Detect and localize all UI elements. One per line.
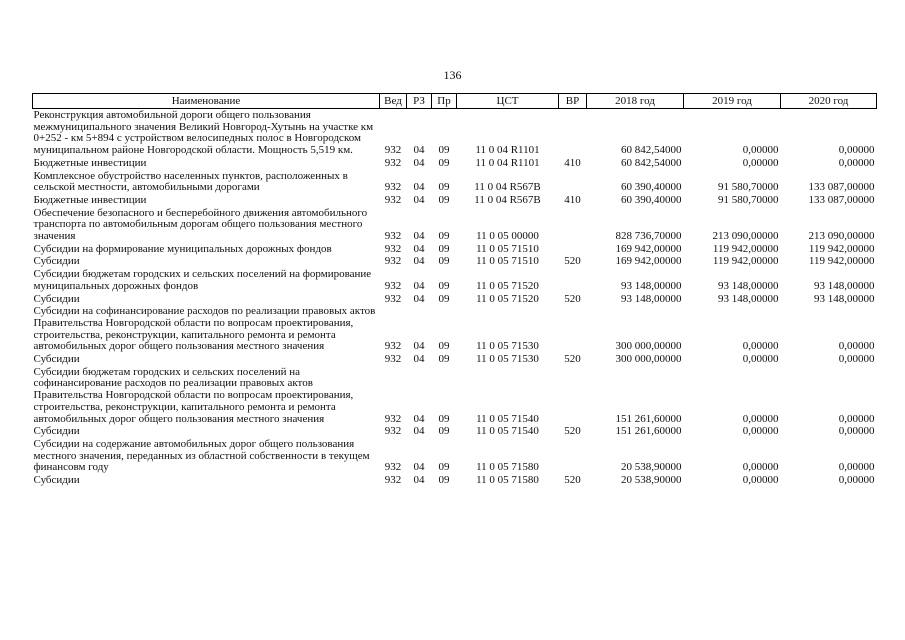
cell-ved: 932 [384,230,402,243]
cell-vr: 520 [564,474,581,487]
cell-ved: 932 [384,279,402,292]
cell-2018: 300 000,00000 [615,353,682,366]
cell-pr: 09 [438,279,450,292]
cell-rz: 04 [413,461,425,474]
table-row [33,305,877,353]
cell-name: Бюджетные инвестиции [33,156,147,169]
cell-2020: 93 148,00000 [814,279,875,292]
cell-cst: 11 0 04 R1101 [475,144,540,157]
cell-rz: 04 [413,425,425,438]
cell-vr [559,243,587,256]
column-header-rz: РЗ [407,94,432,109]
cell-rz: 04 [413,255,425,268]
table-row [33,425,877,438]
table-row [33,366,877,426]
cell-cst: 11 0 04 R567B [474,193,541,206]
cell-vr [559,170,587,194]
cell-2019: 0,00000 [742,353,779,366]
cell-pr: 09 [438,353,450,366]
cell-vr [559,268,587,292]
cell-vr [559,366,587,426]
cell-vr: 520 [564,353,581,366]
cell-vr: 410 [564,193,581,206]
cell-2018: 60 390,40000 [621,181,682,194]
cell-2018: 60 842,54000 [621,156,682,169]
cell-2020: 0,00000 [838,353,875,366]
cell-2019: 119 942,00000 [712,242,779,255]
cell-2020: 119 942,00000 [808,242,875,255]
cell-2018: 151 261,60000 [615,412,682,425]
cell-rz: 04 [413,156,425,169]
cell-rz: 04 [413,144,425,157]
cell-pr: 09 [438,461,450,474]
cell-ved: 932 [384,255,402,268]
cell-vr [559,207,587,243]
cell-ved: 932 [384,242,402,255]
cell-rz: 04 [413,193,425,206]
cell-cst: 11 0 05 71520 [476,292,539,305]
cell-rz: 04 [413,279,425,292]
cell-2020: 213 090,00000 [808,230,875,243]
cell-2020: 133 087,00000 [808,181,875,194]
table-row [33,157,877,170]
cell-2020: 0,00000 [838,474,875,487]
cell-2019: 0,00000 [742,474,779,487]
cell-2019: 213 090,00000 [712,230,779,243]
cell-cst: 11 0 05 71540 [476,412,539,425]
cell-2019: 91 580,70000 [718,193,779,206]
cell-pr: 09 [438,156,450,169]
cell-2018: 93 148,00000 [621,279,682,292]
cell-ved: 932 [384,425,402,438]
cell-ved: 932 [384,193,402,206]
cell-pr: 09 [438,425,450,438]
cell-vr [559,109,587,157]
cell-2020: 133 087,00000 [808,193,875,206]
cell-name: Субсидии [33,255,80,268]
column-header-name: Наименование [33,94,380,109]
cell-2018: 20 538,90000 [621,461,682,474]
table-row [33,170,877,194]
cell-2018: 93 148,00000 [621,292,682,305]
cell-ved: 932 [384,474,402,487]
table-row [33,109,877,157]
cell-2020: 0,00000 [838,425,875,438]
cell-name: Субсидии [33,425,80,438]
table-row [33,293,877,306]
cell-vr: 520 [564,425,581,438]
cell-pr: 09 [438,230,450,243]
cell-rz: 04 [413,230,425,243]
column-header-ved: Вед [380,94,407,109]
cell-cst: 11 0 04 R567B [474,181,541,194]
cell-2019: 0,00000 [742,340,779,353]
cell-vr [559,305,587,353]
cell-2019: 93 148,00000 [718,292,779,305]
cell-name: Обеспечение безопасного и бесперебойного движения автомобильного транспорта по автомобильным дорогам общего пользования местного значения [33,206,368,243]
cell-rz: 04 [413,412,425,425]
cell-2018: 828 736,70000 [615,230,682,243]
cell-2018: 20 538,90000 [621,474,682,487]
cell-name: Субсидии бюджетам городских и сельских поселений на софинансирование расходов по реализации правовых актов Правительства Новгородской области по вопросам проектирования, строительства, реконструкции, капитального ремонта и ремонта автомобильных дорог общего пользования местного значения [33,365,354,425]
cell-2018: 300 000,00000 [615,340,682,353]
cell-pr: 09 [438,292,450,305]
budget-table [32,93,877,487]
cell-cst: 11 0 05 71510 [476,255,539,268]
table-row [33,438,877,474]
cell-2020: 0,00000 [838,156,875,169]
cell-ved: 932 [384,461,402,474]
cell-pr: 09 [438,242,450,255]
cell-2019: 0,00000 [742,156,779,169]
cell-rz: 04 [413,181,425,194]
cell-name: Бюджетные инвестиции [33,193,147,206]
table-body [33,109,877,487]
cell-2020: 0,00000 [838,144,875,157]
table-row [33,194,877,207]
table-row [33,353,877,366]
cell-vr: 520 [564,255,581,268]
cell-pr: 09 [438,255,450,268]
cell-name: Субсидии на формирование муниципальных дорожных фондов [33,242,332,255]
cell-pr: 09 [438,193,450,206]
cell-2019: 0,00000 [742,461,779,474]
cell-2019: 119 942,00000 [712,255,779,268]
cell-name: Субсидии бюджетам городских и сельских поселений на формирование муниципальных дорожных фондов [33,268,372,292]
cell-cst: 11 0 05 71580 [476,474,539,487]
column-header-2019: 2019 год [684,94,781,109]
cell-name: Субсидии [33,292,80,305]
cell-rz: 04 [413,474,425,487]
cell-2018: 60 390,40000 [621,193,682,206]
cell-ved: 932 [384,353,402,366]
cell-vr: 520 [564,292,581,305]
page-number: 136 [443,68,462,82]
cell-pr: 09 [438,474,450,487]
cell-2020: 0,00000 [838,461,875,474]
cell-2020: 119 942,00000 [808,255,875,268]
cell-pr: 09 [438,340,450,353]
cell-2019: 91 580,70000 [718,181,779,194]
cell-cst: 11 0 05 71540 [476,425,539,438]
cell-rz: 04 [413,353,425,366]
cell-pr: 09 [438,412,450,425]
cell-cst: 11 0 05 71510 [476,242,539,255]
cell-pr: 09 [438,181,450,194]
cell-cst: 11 0 05 71520 [476,279,539,292]
cell-2020: 0,00000 [838,340,875,353]
column-header-vr: ВР [559,94,587,109]
cell-rz: 04 [413,340,425,353]
cell-name: Субсидии на софинансирование расходов по реализации правовых актов Правительства Новгородской области по вопросам проектирования, строительства, реконструкции, капитального ремонта и ремонта автомобильных дорог общего пользования местного значения [33,305,376,353]
cell-2018: 169 942,00000 [615,255,682,268]
cell-2018: 151 261,60000 [615,425,682,438]
table-header-row [33,94,877,109]
cell-2019: 0,00000 [742,425,779,438]
cell-cst: 11 0 04 R1101 [475,156,540,169]
cell-2018: 60 842,54000 [621,144,682,157]
cell-vr [559,438,587,474]
cell-cst: 11 0 05 00000 [476,230,539,243]
cell-cst: 11 0 05 71530 [476,353,539,366]
table-row [33,207,877,243]
cell-2019: 93 148,00000 [718,279,779,292]
cell-2020: 93 148,00000 [814,292,875,305]
table-row [33,474,877,487]
cell-2018: 169 942,00000 [615,242,682,255]
cell-vr: 410 [564,156,581,169]
table-row [33,243,877,256]
cell-name: Субсидии [33,474,80,487]
cell-ved: 932 [384,292,402,305]
cell-pr: 09 [438,144,450,157]
cell-cst: 11 0 05 71530 [476,340,539,353]
cell-name: Субсидии на содержание автомобильных дорог общего пользования местного значения, переданных из областной собственности в текущем финансовм году [33,437,370,474]
column-header-2018: 2018 год [587,94,684,109]
table-row [33,255,877,268]
cell-2020: 0,00000 [838,412,875,425]
cell-ved: 932 [384,340,402,353]
cell-ved: 932 [384,412,402,425]
cell-rz: 04 [413,242,425,255]
table-row [33,268,877,292]
cell-name: Реконструкция автомобильной дороги общего пользования межмуниципального значения Великий Новгород-Хутынь на участке км 0+252 - км 5+894 с устройством велосипедных полос в Новгородском муниципальном районе Новгородской области. Мощность 5,519 км. [33,109,374,157]
cell-name: Субсидии [33,353,80,366]
column-header-cst: ЦСТ [457,94,559,109]
cell-2019: 0,00000 [742,144,779,157]
cell-ved: 932 [384,156,402,169]
column-header-2020: 2020 год [781,94,877,109]
cell-rz: 04 [413,292,425,305]
cell-2019: 0,00000 [742,412,779,425]
cell-ved: 932 [384,144,402,157]
cell-name: Комплексное обустройство населенных пунктов, расположенных в сельской местности, автомобильными дорогами [33,169,348,194]
column-header-pr: Пр [432,94,457,109]
cell-ved: 932 [384,181,402,194]
cell-cst: 11 0 05 71580 [476,461,539,474]
